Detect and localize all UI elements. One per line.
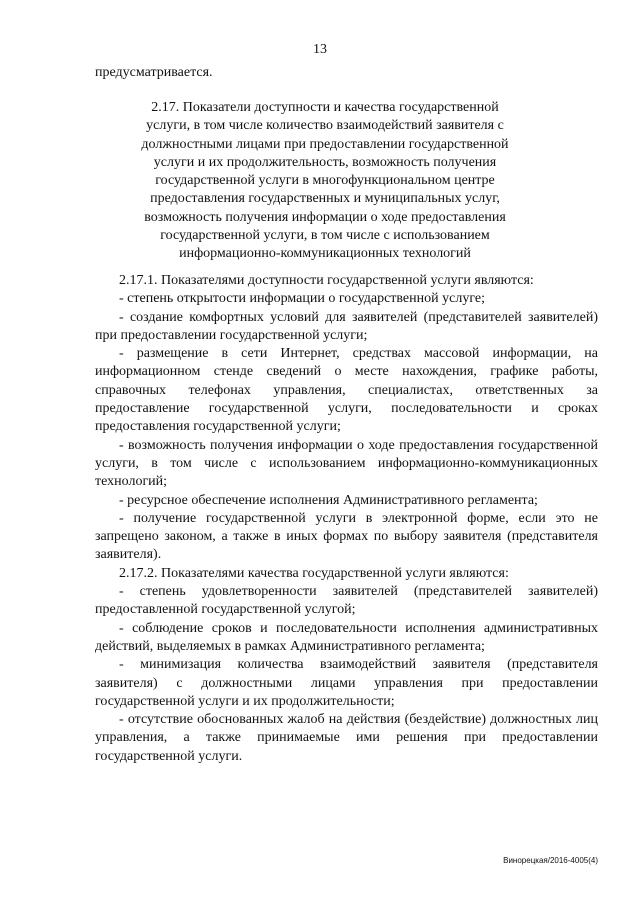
page-number: 13 xyxy=(313,42,327,57)
subsection-heading: 2.17.2. Показателями качества государственной услуги являются: xyxy=(119,565,509,581)
heading-line: предоставления государственных и муниципальных услуг, xyxy=(150,191,500,207)
section-heading xyxy=(95,99,555,264)
heading-line: государственной услуги, в том числе с использованием xyxy=(160,228,490,244)
body-text xyxy=(95,272,598,766)
subsection-heading: 2.17.1. Показателями доступности государственной услуги являются: xyxy=(119,273,534,288)
heading-line: услуги, в том числе количество взаимодействий заявителя с xyxy=(146,118,504,134)
footer-code: Винорецкая/2016-4005(4) xyxy=(503,856,598,865)
list-item: - создание комфортных условий для заявителей (представителей заявителей) при предоставлении государственной услуги; xyxy=(95,309,598,343)
list-item: - получение государственной услуги в электронной форме, если это не запрещено законом, а также в иных формах по выбору заявителя (представителя заявителя). xyxy=(95,510,598,563)
heading-line: услуги и их продолжительность, возможность получения xyxy=(153,154,497,170)
list-item: - ресурсное обеспечение исполнения Административного регламента; xyxy=(119,492,538,508)
heading-line: возможность получения информации о ходе предоставления xyxy=(144,209,506,225)
heading-line: информационно-коммуникационных технологий xyxy=(179,246,471,262)
list-item: - возможность получения информации о ходе предоставления государственной услуги, в том числе с использованием информационно-коммуникационных технологий; xyxy=(95,437,598,490)
heading-line: должностными лицами при предоставлении государственной xyxy=(141,136,509,152)
list-item: - степень открытости информации о государственной услуге; xyxy=(119,291,485,307)
list-item: - минимизация количества взаимодействий заявителя (представителя заявителя) с должностными лицами управления при предоставлении государственной услуги и их продолжительности; xyxy=(95,657,598,709)
list-item: - соблюдение сроков и последовательности исполнения административных действий, выделяемых в рамках Административного регламента; xyxy=(95,620,598,654)
heading-line: 2.17. Показатели доступности и качества государственной xyxy=(151,100,499,115)
list-item: - размещение в сети Интернет, средствах массовой информации, на информационном стенде сведений о месте нахождения, графике работы, справочных телефонах управления, специалистах, ответственных за предоставление государственной услуги, последовательности и сроках предоставления государственной услуги; xyxy=(95,346,598,435)
lead-text: предусматривается. xyxy=(95,65,213,80)
heading-line: государственной услуги в многофункциональном центре xyxy=(155,173,495,189)
list-item: - отсутствие обоснованных жалоб на действия (бездействие) должностных лиц управления, а также принимаемые ими решения при предоставлении государственной услуги. xyxy=(95,712,598,764)
list-item: - степень удовлетворенности заявителей (представителей заявителей) предоставленной государственной услугой; xyxy=(95,584,598,618)
